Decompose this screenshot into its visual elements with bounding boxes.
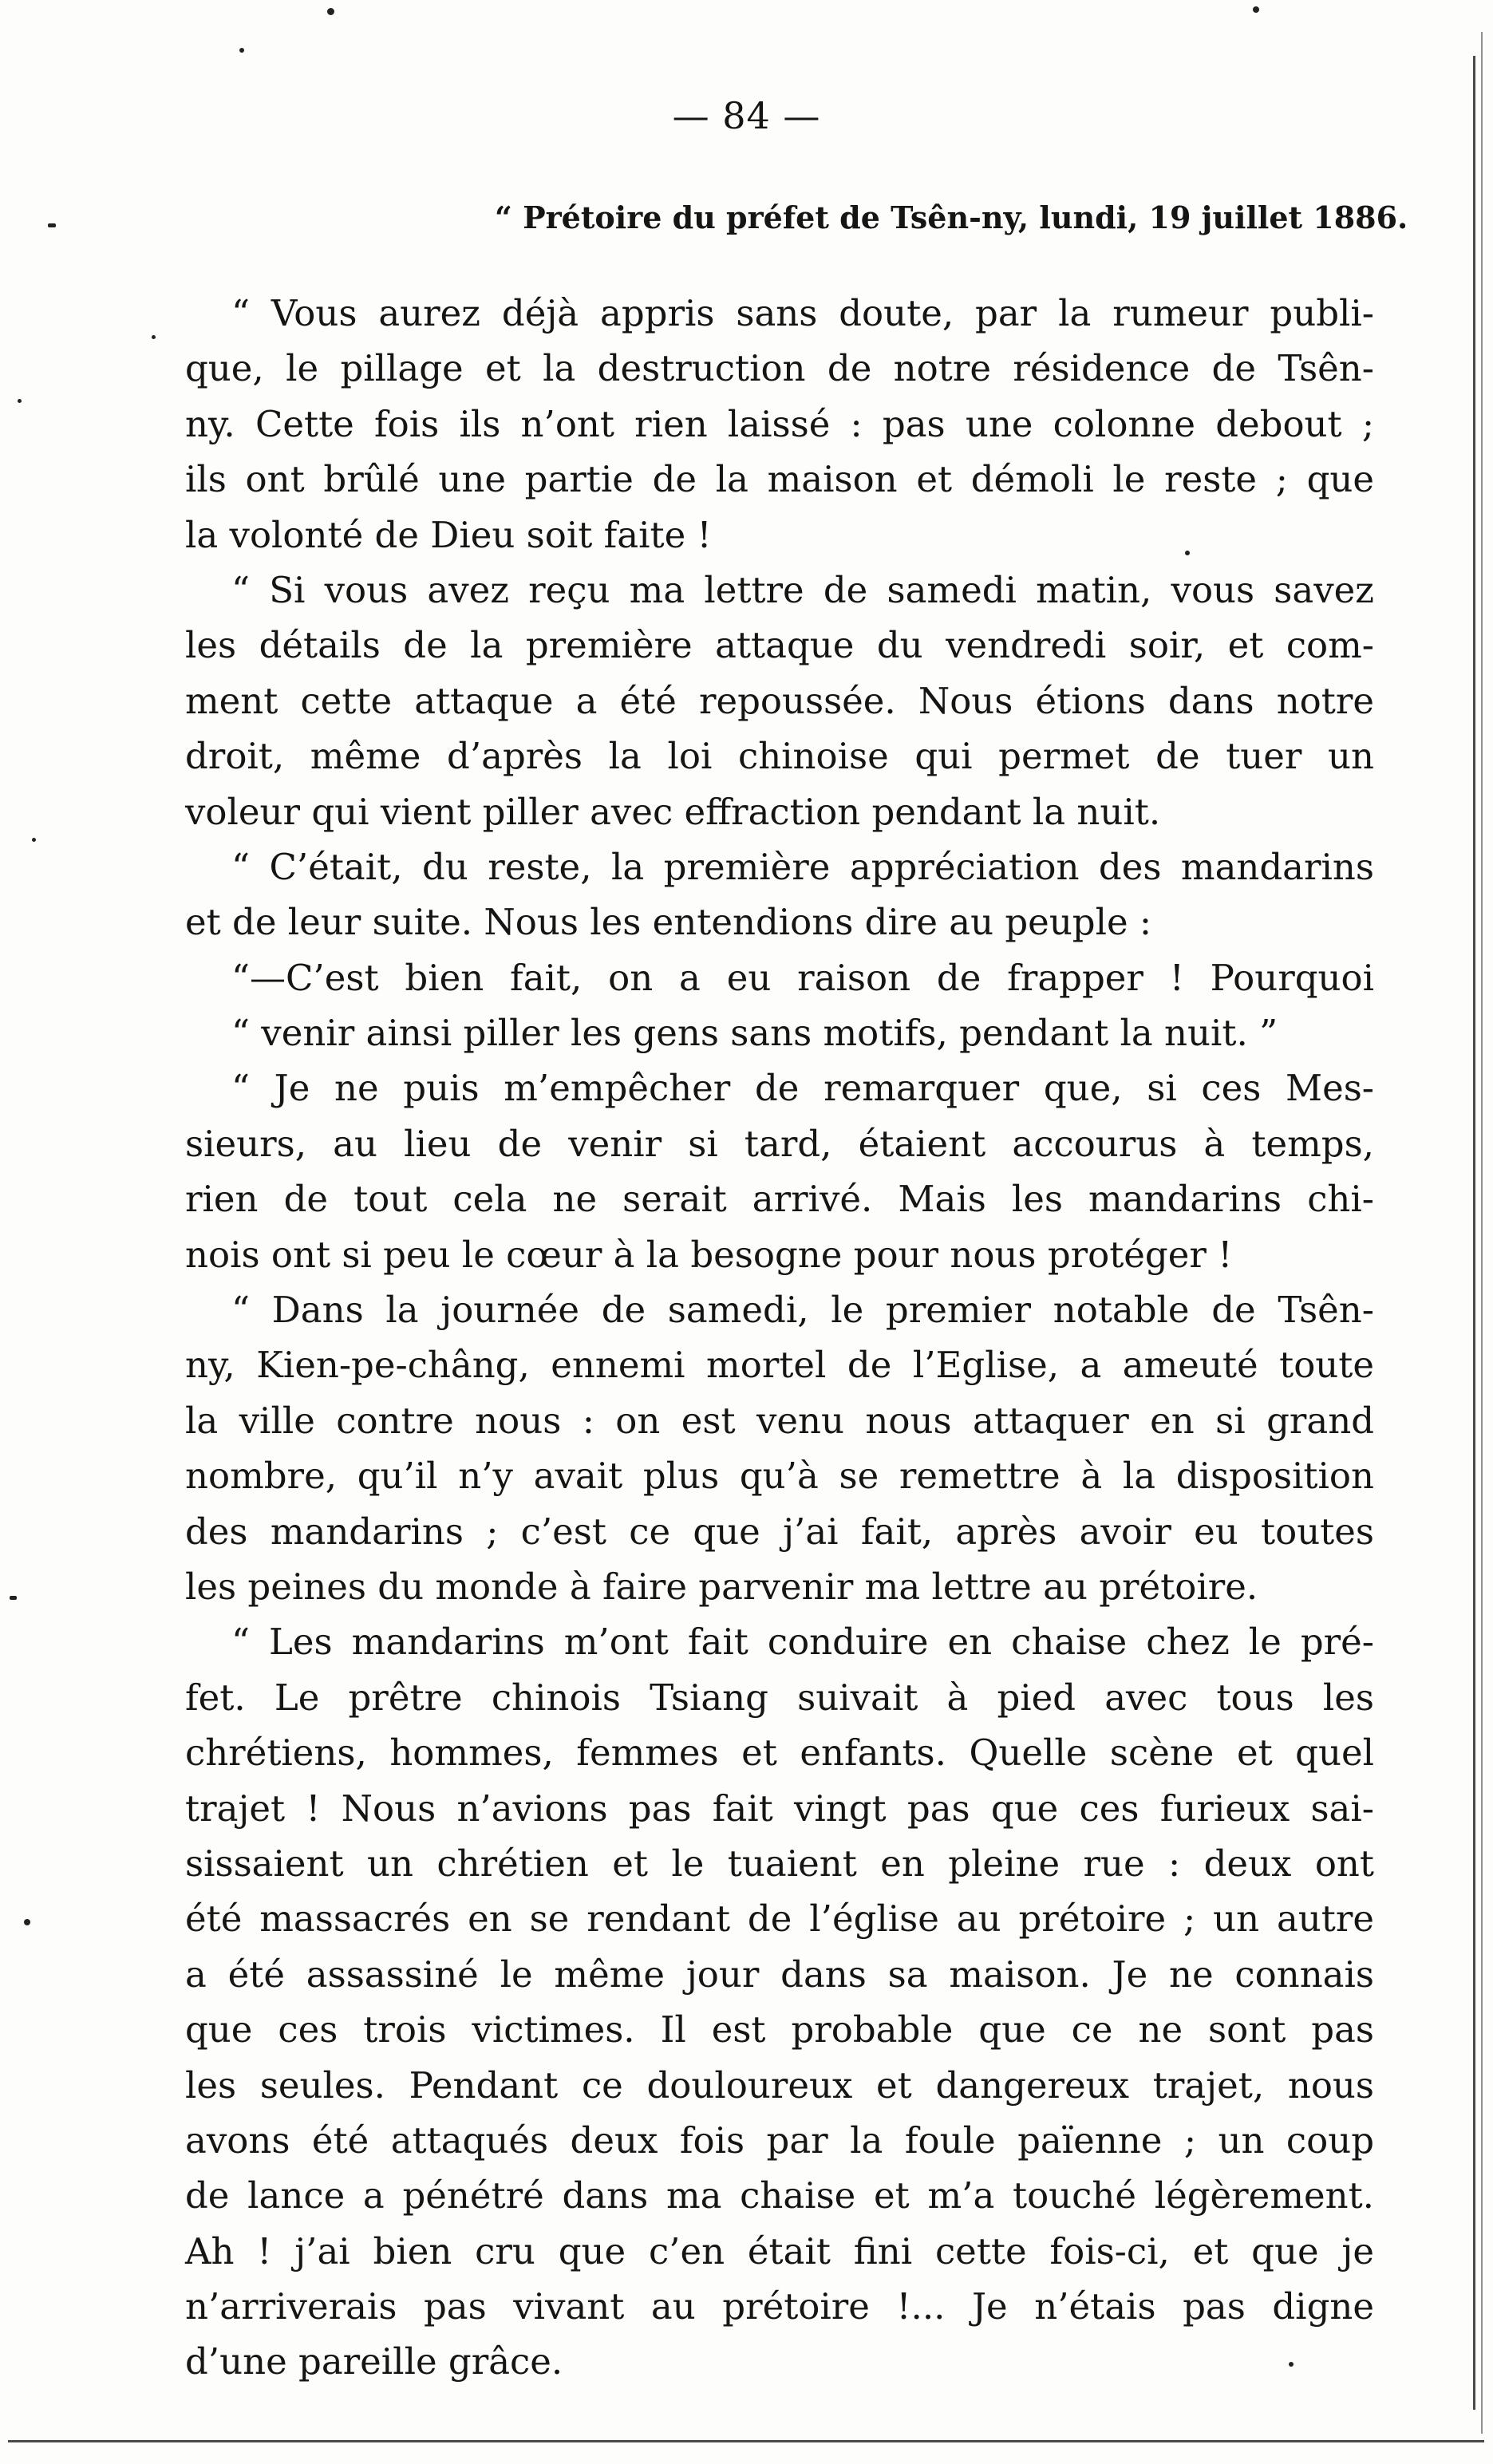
text-line: la volonté de Dieu soit faite ! [185,513,712,556]
paragraph [185,950,1374,1061]
paragraph [185,839,1374,950]
text-line: “ Si vous avez reçu ma lettre de samedi matin, vous savez [231,568,1374,611]
text-line: n’arriverais pas vivant au prétoire !... Je n’étais pas digne [185,2285,1374,2328]
paragraph [185,1614,1374,2389]
ink-speck [239,48,244,53]
letter-body [185,286,1374,2390]
paragraph [185,286,1374,563]
text-line: les détails de la première attaque du vendredi soir, et com- [185,624,1374,667]
paragraph [185,1060,1374,1282]
scan-edge-line [1473,56,1475,2410]
ink-speck [327,8,334,15]
ink-speck [18,399,22,403]
text-line: voleur qui vient piller avec effraction pendant la nuit. [185,790,1161,833]
text-line: droit, même d’après la loi chinoise qui permet de tuer un [185,735,1374,778]
page-number: — 84 — [672,94,821,137]
ink-speck [24,1919,30,1925]
text-line: sissaient un chrétien et le tuaient en pleine rue : deux ont [185,1842,1374,1885]
text-line: la ville contre nous : on est venu nous attaquer en si grand [185,1399,1374,1442]
text-line: nombre, qu’il n’y avait plus qu’à se remettre à la disposition [185,1455,1374,1498]
text-line: chrétiens, hommes, femmes et enfants. Quelle scène et quel [185,1732,1374,1775]
ink-speck [1253,6,1259,13]
text-line: “ C’était, du reste, la première appréciation des mandarins [231,845,1374,888]
text-line: trajet ! Nous n’avions pas fait vingt pas que ces furieux sai- [185,1787,1374,1830]
ink-speck [152,335,156,339]
text-line: “ Dans la journée de samedi, le premier notable de Tsên- [231,1289,1374,1332]
text-line: que ces trois victimes. Il est probable que ce ne sont pas [185,2008,1374,2051]
letter-dateline: “ Prétoire du préfet de Tsên-ny, lundi, 19 juillet 1886. [495,199,1408,235]
text-line: “—C’est bien fait, on a eu raison de frapper ! Pourquoi [231,956,1374,999]
text-line: fet. Le prêtre chinois Tsiang suivait à pied avec tous les [185,1676,1374,1719]
scan-bottom-line [8,2440,1484,2442]
text-line: de lance a pénétré dans ma chaise et m’a touché légèrement. [185,2174,1374,2217]
text-line: Ah ! j’ai bien cru que c’en était fini cette fois-ci, et que je [185,2229,1374,2272]
text-line: “ Je ne puis m’empêcher de remarquer que, si ces Mes- [231,1067,1374,1110]
text-line: les peines du monde à faire parvenir ma lettre au prétoire. [185,1565,1258,1608]
text-line: ny, Kien-pe-châng, ennemi mortel de l’Eglise, a ameuté toute [185,1344,1374,1387]
text-line: nois ont si peu le cœur à la besogne pour nous protéger ! [185,1233,1233,1276]
paragraph [185,563,1374,839]
text-line: des mandarins ; c’est ce que j’ai fait, après avoir eu toutes [185,1510,1374,1553]
text-line: ils ont brûlé une partie de la maison et démoli le reste ; que [185,458,1374,501]
text-line: “ venir ainsi piller les gens sans motifs, pendant la nuit. ” [231,1012,1278,1055]
text-line: ny. Cette fois ils n’ont rien laissé : pas une colonne debout ; [185,402,1374,445]
text-line: les seules. Pendant ce douloureux et dangereux trajet, nous [185,2063,1374,2107]
text-line: et de leur suite. Nous les entendions dire au peuple : [185,901,1152,944]
ink-speck [10,1596,17,1600]
text-line: avons été attaqués deux fois par la foule païenne ; un coup [185,2118,1374,2162]
text-line: rien de tout cela ne serait arrivé. Mais les mandarins chi- [185,1178,1374,1221]
ink-speck [48,223,56,227]
text-line: “ Vous aurez déjà appris sans doute, par la rumeur publi- [231,292,1374,334]
text-line: que, le pillage et la destruction de notre résidence de Tsên- [185,347,1374,390]
scan-edge-line [1481,32,1483,2434]
ink-speck [32,838,36,842]
text-line: d’une pareille grâce. [185,2340,563,2383]
text-line: sieurs, au lieu de venir si tard, étaient accourus à temps, [185,1122,1374,1165]
text-line: a été assassiné le même jour dans sa maison. Je ne connais [185,1953,1374,1996]
text-line: “ Les mandarins m’ont fait conduire en chaise chez le pré- [231,1621,1374,1664]
text-line: été massacrés en se rendant de l’église au prétoire ; un autre [185,1897,1374,1941]
text-line: ment cette attaque a été repoussée. Nous étions dans notre [185,679,1374,722]
paragraph [185,1282,1374,1614]
